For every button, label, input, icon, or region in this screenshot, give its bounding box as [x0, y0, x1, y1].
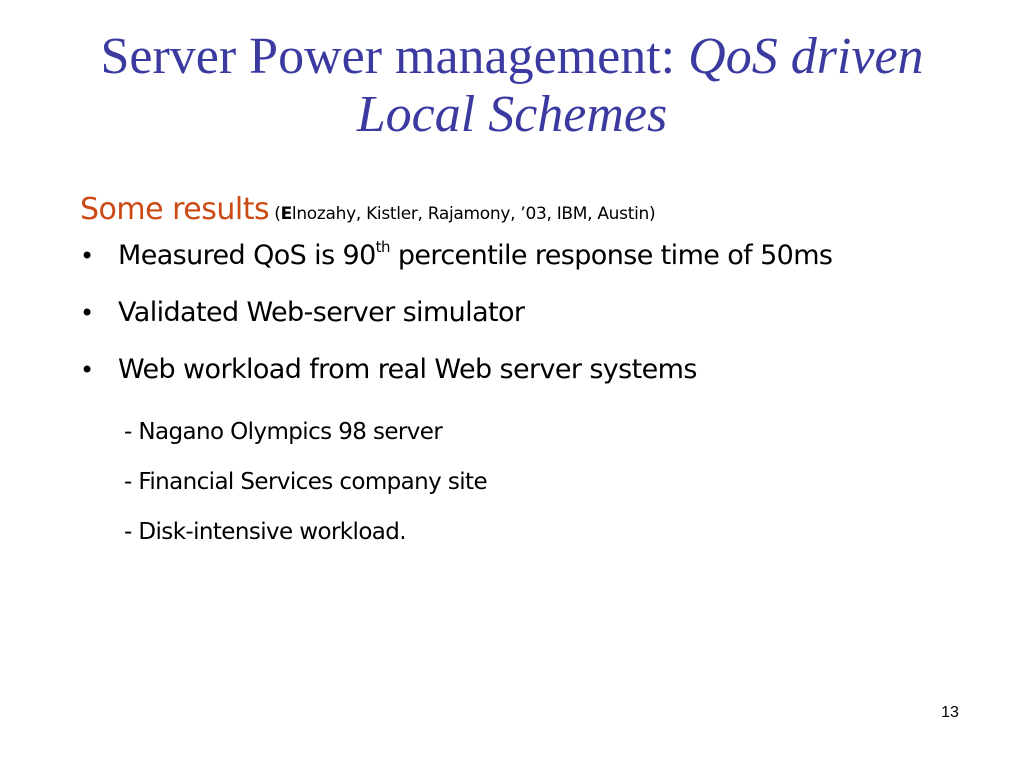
title-line-2: Local Schemes	[356, 86, 668, 143]
bullet-item-qos	[80, 240, 980, 297]
sub-item-list	[80, 419, 980, 569]
title-italic-text: QoS driven	[688, 28, 924, 85]
bullet-marker: •	[80, 299, 94, 327]
title-plain-text: Server Power management:	[100, 28, 689, 85]
superscript: th	[375, 238, 390, 256]
sub-item: - Disk-intensive workload.	[124, 519, 406, 545]
bullet-item-workload	[80, 354, 980, 411]
sub-item: - Financial Services company site	[124, 469, 487, 495]
sub-item: - Nagano Olympics 98 server	[124, 419, 443, 445]
bullet-text: Measured QoS is 90th percentile response time of 50ms	[118, 238, 833, 271]
bullet-text: Web workload from real Web server systems	[118, 354, 697, 385]
results-heading: Some results	[80, 192, 270, 227]
slide-title	[0, 28, 1024, 144]
page-number: 13	[941, 704, 959, 721]
results-heading-line	[80, 192, 980, 240]
bullet-text: Validated Web-server simulator	[118, 297, 525, 328]
citation-bold-initial: E	[280, 204, 292, 224]
results-citation: (Elnozahy, Kistler, Rajamony, ’03, IBM, Austin)	[274, 204, 656, 224]
title-line-1	[0, 28, 1024, 86]
bullet-marker: •	[80, 356, 94, 384]
slide-body	[80, 192, 980, 569]
bullet-marker: •	[80, 242, 94, 270]
bullet-item-simulator	[80, 297, 980, 354]
